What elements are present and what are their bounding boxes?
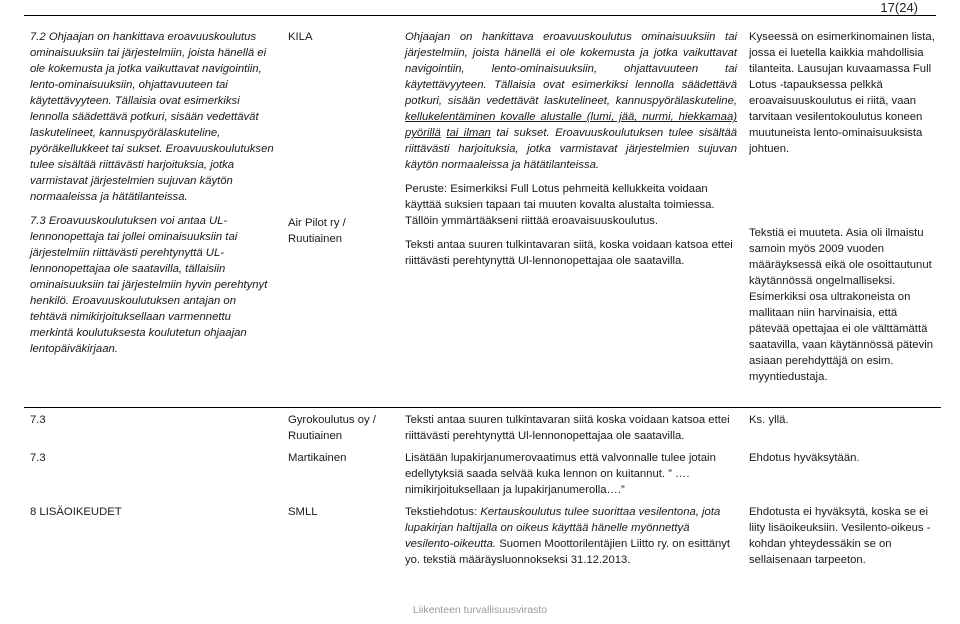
section-ref: 7.3 (30, 452, 46, 464)
response-text: Tekstiä ei muuteta. Asia oli ilmaistu samoin myös 2009 vuoden määräyksessä eikä ole osoittautunut käytännössä ongelmalliseksi. Esimerkiksi osa ultrakoneista on mallitaan niin harvinaisia, että pätevää opettajaa ei ole välttämättä saatavilla, vaan käytännössä pätevin asiaan perehdyttäjä on esim. myyntiedustaja. (749, 227, 934, 383)
commenter-name: Gyrokoulutus oy / Ruutiainen (282, 408, 399, 447)
comment-text: Tekstiehdotus: Kertauskoulutus tulee suorittaa vesilentona, jota lupakirjan haltijalla on oikeus käyttää hänelle myönnettyä vesilento-oikeutta. Suomen Moottorilentäjien Liitto ry. on esittänyt yo. tekstiä määräysluonnokseksi 31.12.2013. (405, 506, 731, 566)
cell-response (743, 25, 941, 408)
section-ref: 7.3 (24, 408, 282, 447)
commenter-name: Air Pilot ry / Ruutiainen (288, 217, 346, 245)
comment-text: Teksti antaa suuren tulkintavaran siitä, koska voidaan katsoa ettei riittävästi perehtynyttä Ul-lennonopettajaa ole saatavilla. (405, 239, 733, 267)
table-row (24, 446, 941, 500)
top-rule (24, 15, 936, 16)
commenter-name: Martikainen (288, 452, 347, 464)
cell-section-text (24, 25, 282, 408)
response-text: Ehdotus hyväksytään. (749, 452, 860, 464)
table-row (24, 408, 941, 447)
cell-commenter (282, 25, 399, 408)
cell-comment (399, 25, 743, 408)
footer-agency-name: Liikenteen turvallisuusvirasto (412, 604, 548, 616)
comment-proposal-text: Ohjaajan on hankittava eroavuuskoulutus ominaisuuksiin tai järjestelmiin, joista hänellä ei ole kokemusta ja jotka vaikuttavat navigointiin, lento-ominaisuuksiin, ohjattavuuteen tai käytettävyyteen. Tällaisia ovat esimerkiksi lennolla säädettävä potkuri, sisään vedettävät laskutelineet, kannuspyörälaskuteline, kellukelentäminen kovalle alustalle (lumi, jää, nurmi, hiekkamaa) pyörillä tai ilman tai sukset. Eroavuuskoulutuksen tulee sisältää riittävästi harjoituksia, jotka varmistavat järjestelmien sujuvan käytön normaaleissa ja hätätilanteissa. (405, 31, 738, 171)
section-7-3-text: 7.3 Eroavuuskoulutuksen voi antaa UL-lennonopettaja tai jollei ominaisuuksiin tai järjestelmiin riittävästi perehtynyttä UL-lennonopettajaa ole saatavilla, tällaisiin ominaisuuksiin tai järjestelmiin hyvin perehtynyt henkilö. Eroavuuskoulutuksen antajan on tehtävä nimikirjoituksellaan varmennettu merkintä koulutuksesta koulutetun ohjaajan lentopäiväkirjaan. (30, 215, 268, 355)
section-ref: 8 LISÄOIKEUDET (30, 506, 122, 518)
response-text: Ks. yllä. (743, 408, 941, 447)
comment-text: Teksti antaa suuren tulkintavaran siitä koska voidaan katsoa ettei riittävästi perehtynyttä Ul-lennonopettajaa ole saatavilla. (399, 408, 743, 447)
commenter-name: KILA (288, 31, 313, 43)
response-text: Kyseessä on esimerkinomainen lista, jossa ei luetella kaikkia mahdollisia tilanteita. Lausujan kuvaamassa Full Lotus -tapauksessa pelkkä eroavaisuuskoulutus ei riitä, vaan tarvitaan vesilentokoulutus koneen muutuneista lento-ominaisuuksista johtuen. (749, 31, 935, 155)
response-text: Ehdotusta ei hyväksytä, koska se ei liity lisäoikeuksiin. Vesilento-oikeus -kohdan yhteydessäkin se on sellaisenaan tarpeeton. (749, 506, 931, 566)
table-row (24, 500, 941, 570)
page-number: 17(24) (880, 0, 918, 15)
comment-text: Lisätään lupakirjanumerovaatimus että valvonnalle tulee jotain edellytyksiä saada selvää kuka lennon on kuitannut. ” …. nimikirjoituksellaan ja lupakirjanumerolla….” (405, 452, 716, 496)
section-7-2-text: 7.2 Ohjaajan on hankittava eroavuuskoulutus ominaisuuksiin tai järjestelmiin, joista hänellä ei ole kokemusta ja jotka vaikuttavat navigointiin, lento-ominaisuuksiin, ohjattavuuteen tai käytettävyyteen. Tällaisia ovat esimerkiksi lennolla säädettävä potkuri, sisään vedettävät laskutelineet, kannuspyörälaskuteline, pyöräkellukkeet tai sukset. Eroavuuskoulutuksen tulee sisältää riittävästi harjoituksia, jotka varmistavat järjestelmien sujuvan käytön normaaleissa ja hätätilanteissa. (30, 31, 274, 203)
commenter-name: SMLL (288, 506, 318, 518)
table-row (24, 25, 941, 408)
comments-table (24, 25, 941, 570)
comment-justification: Peruste: Esimerkiksi Full Lotus pehmeitä kellukkeita voidaan käyttää suksien tapaan tai muuten kovalta alustalta toimiessa. Tällöin ymmärtääkseni riittää eroavaisuuskoulutus. (405, 183, 715, 227)
